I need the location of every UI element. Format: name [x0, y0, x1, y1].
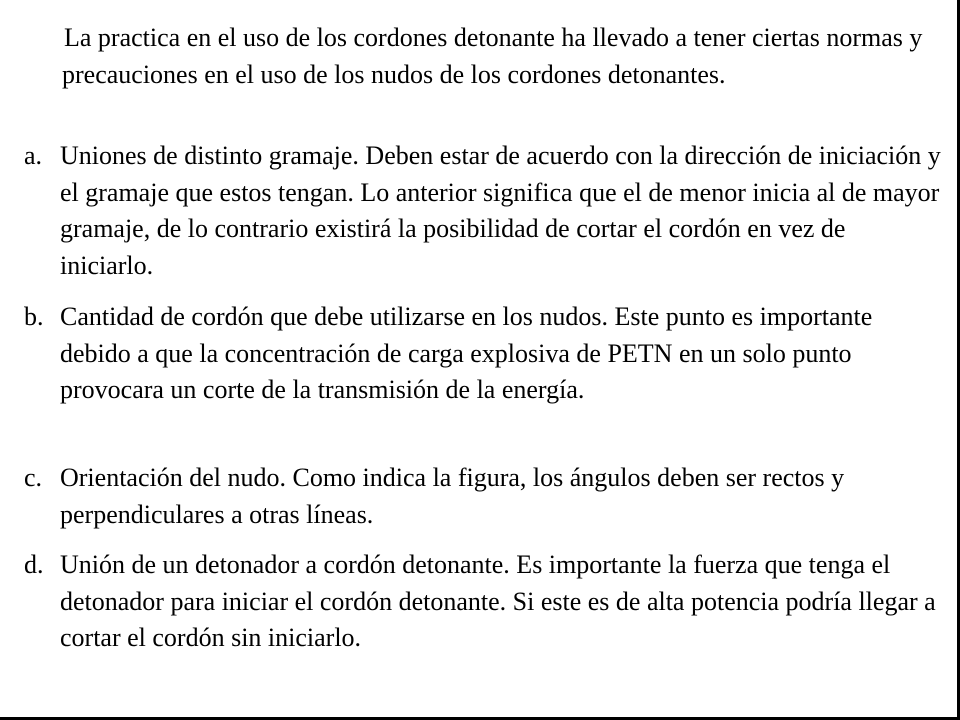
list-item-text: Unión de un detonador a cordón detonante. Es importante la fuerza que tenga el detonador para iniciar el cordón detonante. Si este es de alta potencia podría llegar a cortar el cordón sin iniciarlo. — [60, 550, 936, 652]
list-marker: a. — [24, 141, 43, 170]
intro-paragraph: La practica en el uso de los cordones detonante ha llevado a tener ciertas normas y precauciones en el uso de los nudos de los cordones detonantes. — [62, 23, 923, 89]
list-item-text: Cantidad de cordón que debe utilizarse en los nudos. Este punto es importante debido a que la concentración de carga explosiva de PETN en un solo punto provocara un corte de la transmisión de la energía. — [60, 302, 873, 404]
list-item-d — [24, 547, 944, 657]
list-item-text: Orientación del nudo. Como indica la figura, los ángulos deben ser rectos y perpendiculares a otras líneas. — [60, 463, 845, 529]
list-marker: b. — [24, 302, 44, 331]
list-item-c — [24, 460, 944, 533]
list-item-a — [24, 138, 944, 284]
list-item-b — [24, 299, 944, 409]
list-marker: d. — [24, 550, 44, 579]
list-marker: c. — [24, 463, 43, 492]
list-item-text: Uniones de distinto gramaje. Deben estar de acuerdo con la dirección de iniciación y el gramaje que estos tengan. Lo anterior significa que el de menor inicia al de mayor gramaje, de lo contrario existirá la posibilidad de cortar el cordón en vez de iniciarlo. — [60, 141, 941, 280]
